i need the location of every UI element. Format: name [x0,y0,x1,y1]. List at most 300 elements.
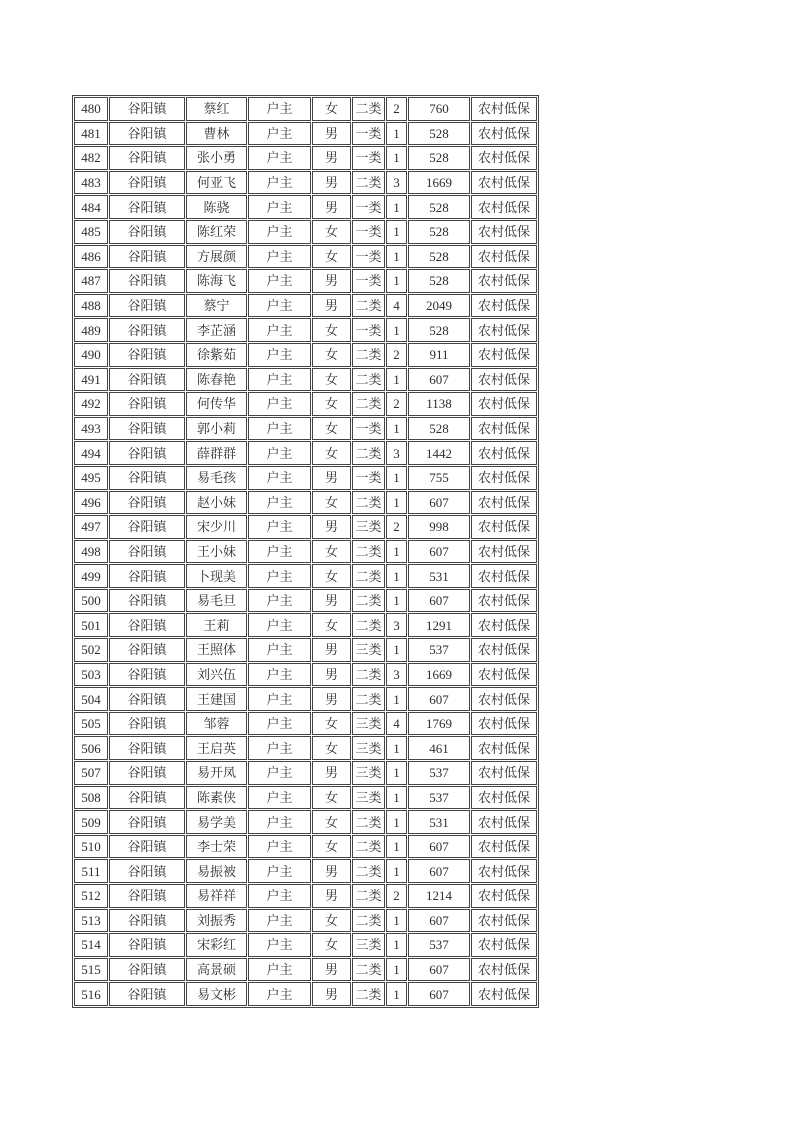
cell-name: 王照体 [186,638,247,662]
cell-town: 谷阳镇 [109,859,185,883]
cell-amount: 1214 [408,884,470,908]
cell-family-count: 1 [386,122,407,146]
cell-relation: 户主 [248,220,311,244]
cell-category: 一类 [352,417,385,441]
cell-family-count: 1 [386,220,407,244]
cell-gender: 男 [312,859,351,883]
cell-gender: 女 [312,343,351,367]
cell-amount: 537 [408,933,470,957]
cell-name: 陈红荣 [186,220,247,244]
cell-category: 三类 [352,638,385,662]
cell-serial-number: 506 [74,736,108,760]
cell-category: 二类 [352,982,385,1006]
cell-category: 二类 [352,909,385,933]
cell-amount: 755 [408,466,470,490]
cell-family-count: 1 [386,540,407,564]
cell-assistance-type: 农村低保 [471,613,537,637]
cell-family-count: 2 [386,884,407,908]
cell-category: 二类 [352,687,385,711]
cell-gender: 女 [312,220,351,244]
cell-relation: 户主 [248,638,311,662]
table-row [74,195,537,219]
cell-name: 易开凤 [186,761,247,785]
cell-relation: 户主 [248,982,311,1006]
cell-name: 薛群群 [186,441,247,465]
cell-assistance-type: 农村低保 [471,146,537,170]
table-row [74,810,537,834]
cell-relation: 户主 [248,761,311,785]
cell-name: 何亚飞 [186,171,247,195]
cell-name: 方展颜 [186,245,247,269]
cell-category: 二类 [352,589,385,613]
cell-name: 卜现美 [186,564,247,588]
cell-gender: 女 [312,736,351,760]
cell-amount: 1138 [408,392,470,416]
cell-relation: 户主 [248,441,311,465]
cell-amount: 528 [408,122,470,146]
cell-serial-number: 516 [74,982,108,1006]
cell-town: 谷阳镇 [109,638,185,662]
cell-name: 蔡宁 [186,294,247,318]
cell-category: 一类 [352,146,385,170]
cell-amount: 528 [408,195,470,219]
cell-assistance-type: 农村低保 [471,269,537,293]
cell-category: 二类 [352,859,385,883]
cell-family-count: 1 [386,269,407,293]
cell-name: 何传华 [186,392,247,416]
cell-name: 易文彬 [186,982,247,1006]
cell-amount: 528 [408,245,470,269]
cell-category: 一类 [352,466,385,490]
cell-gender: 女 [312,318,351,342]
cell-gender: 男 [312,515,351,539]
cell-name: 赵小妹 [186,491,247,515]
cell-family-count: 4 [386,294,407,318]
table-row [74,146,537,170]
cell-name: 易毛旦 [186,589,247,613]
table-row [74,712,537,736]
table-row [74,663,537,687]
cell-assistance-type: 农村低保 [471,909,537,933]
cell-category: 三类 [352,736,385,760]
cell-assistance-type: 农村低保 [471,318,537,342]
cell-assistance-type: 农村低保 [471,515,537,539]
cell-gender: 女 [312,392,351,416]
cell-town: 谷阳镇 [109,466,185,490]
cell-family-count: 1 [386,958,407,982]
cell-family-count: 1 [386,835,407,859]
cell-name: 刘振秀 [186,909,247,933]
table-row [74,515,537,539]
cell-assistance-type: 农村低保 [471,859,537,883]
cell-relation: 户主 [248,245,311,269]
cell-amount: 528 [408,146,470,170]
cell-serial-number: 514 [74,933,108,957]
cell-name: 易祥祥 [186,884,247,908]
cell-serial-number: 512 [74,884,108,908]
cell-serial-number: 489 [74,318,108,342]
cell-town: 谷阳镇 [109,564,185,588]
cell-assistance-type: 农村低保 [471,195,537,219]
cell-relation: 户主 [248,540,311,564]
cell-serial-number: 507 [74,761,108,785]
cell-name: 徐紫茹 [186,343,247,367]
cell-assistance-type: 农村低保 [471,171,537,195]
cell-category: 一类 [352,220,385,244]
table-row [74,441,537,465]
cell-town: 谷阳镇 [109,663,185,687]
cell-family-count: 1 [386,933,407,957]
cell-category: 三类 [352,761,385,785]
table-row [74,761,537,785]
cell-relation: 户主 [248,736,311,760]
cell-category: 二类 [352,97,385,121]
cell-serial-number: 509 [74,810,108,834]
cell-amount: 607 [408,909,470,933]
cell-town: 谷阳镇 [109,392,185,416]
cell-town: 谷阳镇 [109,909,185,933]
cell-serial-number: 491 [74,368,108,392]
cell-serial-number: 480 [74,97,108,121]
cell-category: 二类 [352,491,385,515]
cell-serial-number: 502 [74,638,108,662]
cell-gender: 女 [312,810,351,834]
cell-gender: 男 [312,171,351,195]
cell-family-count: 1 [386,982,407,1006]
cell-town: 谷阳镇 [109,343,185,367]
table-row [74,736,537,760]
welfare-roster-body [74,97,537,1006]
cell-family-count: 1 [386,810,407,834]
cell-relation: 户主 [248,933,311,957]
table-row [74,343,537,367]
cell-name: 郭小莉 [186,417,247,441]
table-row [74,835,537,859]
cell-serial-number: 481 [74,122,108,146]
cell-family-count: 1 [386,589,407,613]
cell-relation: 户主 [248,810,311,834]
cell-serial-number: 500 [74,589,108,613]
cell-amount: 1669 [408,171,470,195]
table-row [74,982,537,1006]
cell-gender: 女 [312,786,351,810]
cell-family-count: 1 [386,245,407,269]
cell-serial-number: 513 [74,909,108,933]
cell-assistance-type: 农村低保 [471,466,537,490]
cell-gender: 男 [312,466,351,490]
cell-category: 二类 [352,368,385,392]
cell-town: 谷阳镇 [109,810,185,834]
cell-amount: 607 [408,540,470,564]
table-row [74,958,537,982]
cell-category: 二类 [352,343,385,367]
cell-family-count: 1 [386,736,407,760]
cell-town: 谷阳镇 [109,146,185,170]
cell-town: 谷阳镇 [109,736,185,760]
cell-town: 谷阳镇 [109,220,185,244]
cell-family-count: 1 [386,786,407,810]
table-row [74,368,537,392]
cell-family-count: 1 [386,859,407,883]
cell-name: 张小勇 [186,146,247,170]
cell-town: 谷阳镇 [109,368,185,392]
table-row [74,269,537,293]
cell-assistance-type: 农村低保 [471,294,537,318]
cell-category: 一类 [352,195,385,219]
cell-family-count: 2 [386,97,407,121]
cell-serial-number: 492 [74,392,108,416]
cell-assistance-type: 农村低保 [471,343,537,367]
cell-assistance-type: 农村低保 [471,638,537,662]
cell-relation: 户主 [248,515,311,539]
table-row [74,540,537,564]
cell-category: 二类 [352,171,385,195]
cell-gender: 男 [312,884,351,908]
cell-town: 谷阳镇 [109,441,185,465]
cell-category: 二类 [352,392,385,416]
table-row [74,417,537,441]
cell-gender: 男 [312,269,351,293]
cell-name: 邹蓉 [186,712,247,736]
cell-assistance-type: 农村低保 [471,786,537,810]
cell-relation: 户主 [248,589,311,613]
table-row [74,613,537,637]
cell-town: 谷阳镇 [109,712,185,736]
cell-gender: 女 [312,909,351,933]
cell-town: 谷阳镇 [109,491,185,515]
cell-gender: 男 [312,638,351,662]
cell-name: 王莉 [186,613,247,637]
cell-relation: 户主 [248,392,311,416]
cell-name: 易振被 [186,859,247,883]
cell-serial-number: 505 [74,712,108,736]
cell-serial-number: 488 [74,294,108,318]
cell-family-count: 1 [386,564,407,588]
table-row [74,884,537,908]
cell-family-count: 1 [386,638,407,662]
cell-town: 谷阳镇 [109,982,185,1006]
cell-assistance-type: 农村低保 [471,368,537,392]
cell-relation: 户主 [248,613,311,637]
cell-amount: 531 [408,564,470,588]
cell-family-count: 2 [386,343,407,367]
cell-town: 谷阳镇 [109,786,185,810]
cell-relation: 户主 [248,491,311,515]
cell-assistance-type: 农村低保 [471,884,537,908]
cell-relation: 户主 [248,663,311,687]
cell-amount: 607 [408,859,470,883]
cell-category: 二类 [352,613,385,637]
cell-relation: 户主 [248,712,311,736]
cell-serial-number: 501 [74,613,108,637]
cell-relation: 户主 [248,343,311,367]
cell-relation: 户主 [248,884,311,908]
cell-serial-number: 486 [74,245,108,269]
cell-category: 二类 [352,884,385,908]
cell-assistance-type: 农村低保 [471,810,537,834]
cell-category: 二类 [352,663,385,687]
table-row [74,122,537,146]
cell-family-count: 1 [386,195,407,219]
cell-category: 一类 [352,245,385,269]
cell-family-count: 1 [386,318,407,342]
cell-relation: 户主 [248,909,311,933]
cell-gender: 女 [312,441,351,465]
cell-relation: 户主 [248,417,311,441]
cell-gender: 女 [312,417,351,441]
cell-amount: 607 [408,835,470,859]
table-row [74,491,537,515]
cell-assistance-type: 农村低保 [471,97,537,121]
cell-gender: 女 [312,835,351,859]
cell-assistance-type: 农村低保 [471,540,537,564]
cell-category: 二类 [352,835,385,859]
cell-amount: 760 [408,97,470,121]
cell-amount: 607 [408,368,470,392]
cell-serial-number: 495 [74,466,108,490]
cell-relation: 户主 [248,958,311,982]
cell-name: 易学美 [186,810,247,834]
cell-gender: 女 [312,97,351,121]
cell-relation: 户主 [248,171,311,195]
cell-assistance-type: 农村低保 [471,761,537,785]
cell-name: 蔡红 [186,97,247,121]
cell-amount: 537 [408,786,470,810]
cell-name: 宋少川 [186,515,247,539]
cell-gender: 女 [312,933,351,957]
cell-gender: 女 [312,540,351,564]
cell-assistance-type: 农村低保 [471,122,537,146]
cell-assistance-type: 农村低保 [471,564,537,588]
cell-town: 谷阳镇 [109,515,185,539]
cell-serial-number: 504 [74,687,108,711]
cell-amount: 528 [408,318,470,342]
cell-relation: 户主 [248,835,311,859]
cell-serial-number: 482 [74,146,108,170]
cell-serial-number: 483 [74,171,108,195]
cell-gender: 男 [312,958,351,982]
cell-assistance-type: 农村低保 [471,958,537,982]
cell-serial-number: 494 [74,441,108,465]
cell-family-count: 1 [386,368,407,392]
cell-gender: 男 [312,589,351,613]
cell-assistance-type: 农村低保 [471,663,537,687]
cell-amount: 2049 [408,294,470,318]
cell-town: 谷阳镇 [109,761,185,785]
cell-relation: 户主 [248,786,311,810]
table-row [74,97,537,121]
cell-serial-number: 510 [74,835,108,859]
table-row [74,294,537,318]
cell-relation: 户主 [248,122,311,146]
cell-gender: 男 [312,146,351,170]
cell-assistance-type: 农村低保 [471,392,537,416]
cell-category: 二类 [352,294,385,318]
table-row [74,933,537,957]
cell-serial-number: 490 [74,343,108,367]
cell-category: 一类 [352,122,385,146]
cell-assistance-type: 农村低保 [471,441,537,465]
cell-family-count: 1 [386,417,407,441]
cell-relation: 户主 [248,318,311,342]
cell-gender: 女 [312,491,351,515]
cell-town: 谷阳镇 [109,171,185,195]
cell-name: 陈春艳 [186,368,247,392]
cell-assistance-type: 农村低保 [471,417,537,441]
cell-family-count: 1 [386,687,407,711]
cell-serial-number: 496 [74,491,108,515]
cell-town: 谷阳镇 [109,540,185,564]
cell-amount: 607 [408,958,470,982]
cell-gender: 女 [312,712,351,736]
table-row [74,786,537,810]
cell-category: 二类 [352,540,385,564]
cell-town: 谷阳镇 [109,589,185,613]
cell-relation: 户主 [248,859,311,883]
table-row [74,245,537,269]
cell-serial-number: 511 [74,859,108,883]
cell-relation: 户主 [248,146,311,170]
cell-gender: 女 [312,245,351,269]
cell-gender: 男 [312,195,351,219]
cell-category: 二类 [352,564,385,588]
cell-relation: 户主 [248,97,311,121]
cell-serial-number: 493 [74,417,108,441]
cell-serial-number: 508 [74,786,108,810]
cell-town: 谷阳镇 [109,245,185,269]
cell-category: 三类 [352,515,385,539]
cell-town: 谷阳镇 [109,97,185,121]
cell-family-count: 1 [386,909,407,933]
cell-assistance-type: 农村低保 [471,982,537,1006]
cell-town: 谷阳镇 [109,933,185,957]
cell-assistance-type: 农村低保 [471,835,537,859]
cell-town: 谷阳镇 [109,122,185,146]
cell-serial-number: 484 [74,195,108,219]
cell-family-count: 3 [386,613,407,637]
cell-town: 谷阳镇 [109,835,185,859]
cell-gender: 男 [312,122,351,146]
table-row [74,220,537,244]
cell-amount: 531 [408,810,470,834]
cell-gender: 女 [312,368,351,392]
cell-family-count: 4 [386,712,407,736]
cell-category: 三类 [352,933,385,957]
cell-serial-number: 503 [74,663,108,687]
table-row [74,564,537,588]
cell-amount: 607 [408,982,470,1006]
cell-name: 易毛孩 [186,466,247,490]
cell-amount: 461 [408,736,470,760]
cell-assistance-type: 农村低保 [471,933,537,957]
cell-assistance-type: 农村低保 [471,245,537,269]
cell-town: 谷阳镇 [109,318,185,342]
cell-assistance-type: 农村低保 [471,687,537,711]
cell-name: 陈骁 [186,195,247,219]
cell-name: 曹林 [186,122,247,146]
cell-category: 二类 [352,810,385,834]
cell-gender: 男 [312,294,351,318]
cell-amount: 911 [408,343,470,367]
table-row [74,466,537,490]
cell-name: 高景硕 [186,958,247,982]
cell-gender: 男 [312,663,351,687]
cell-town: 谷阳镇 [109,269,185,293]
cell-amount: 528 [408,220,470,244]
cell-name: 王启英 [186,736,247,760]
cell-amount: 607 [408,491,470,515]
cell-town: 谷阳镇 [109,613,185,637]
